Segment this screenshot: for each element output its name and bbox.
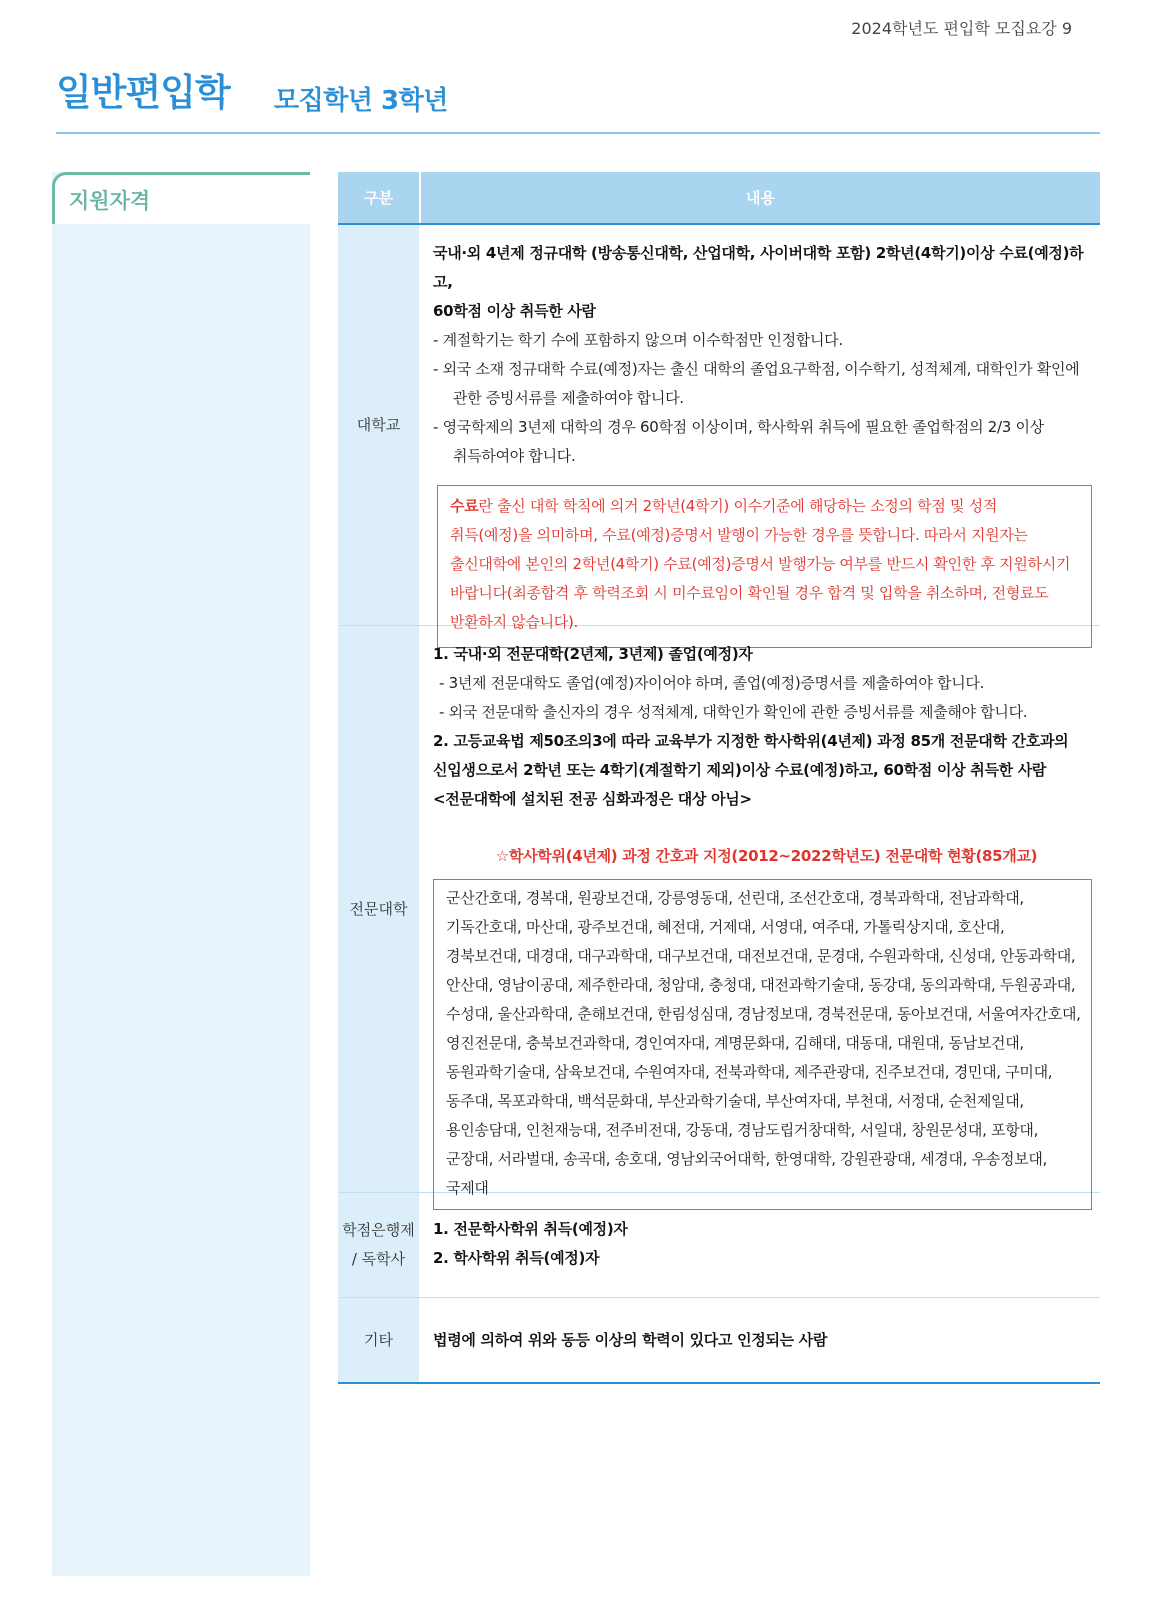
content-cell <box>419 1193 1100 1297</box>
list-item: - 외국 소재 정규대학 수료(예정)자는 출신 대학의 졸업요구학점, 이수학기, 성적체계, 대학인가 확인에 <box>433 360 1080 378</box>
category-label: 기타 <box>364 1330 393 1349</box>
college-list-line: 군산간호대, 경복대, 원광보건대, 강릉영동대, 선린대, 조선간호대, 경북과학대, 전남과학대, <box>446 889 1024 907</box>
category-cell <box>338 225 419 625</box>
requirement-heading: 국내·외 4년제 정규대학 (방송통신대학, 산업대학, 사이버대학 포함) 2학년(4학기)이상 수료(예정)하고, <box>433 244 1084 291</box>
college-list-line: 안산대, 영남이공대, 제주한라대, 청암대, 충청대, 대전과학기술대, 동강대, 동의과학대, 두원공과대, <box>446 976 1076 994</box>
list-item: - 외국 전문대학 출신자의 경우 성적체계, 대학인가 확인에 관한 증빙서류를 제출해야 합니다. <box>439 703 1028 721</box>
note-emphasis: 수료 <box>450 497 479 515</box>
header-category: 구분 <box>364 189 393 207</box>
list-item: 1. 전문학사학위 취득(예정)자 <box>433 1220 628 1238</box>
requirement-heading: 2. 고등교육법 제50조의3에 따라 교육부가 지정한 학사학위(4년제) 과정 85개 전문대학 간호과의 <box>433 732 1069 750</box>
requirement-note: <전문대학에 설치된 전공 심화과정은 대상 아님> <box>433 790 752 808</box>
list-item-cont: 취득하여야 합니다. <box>453 447 576 465</box>
category-cell <box>338 1193 419 1297</box>
requirement-heading-cont: 신입생으로서 2학년 또는 4학기(계절학기 제외)이상 수료(예정)하고, 60학점 이상 취득한 사람 <box>433 761 1047 779</box>
category-label: 대학교 <box>356 415 401 434</box>
college-list-title: ☆학사학위(4년제) 과정 간호과 지정(2012~2022학년도) 전문대학 현황(85개교) <box>495 847 1038 865</box>
category-cell <box>338 626 419 1192</box>
sidebar-column <box>52 172 310 1576</box>
note-line: 취득(예정)을 의미하며, 수료(예정)증명서 발행이 가능한 경우를 뜻합니다. 따라서 지원자는 <box>450 526 1028 544</box>
college-list-box <box>433 879 1092 1210</box>
note-line: 바랍니다(최종합격 후 학력조회 시 미수료임이 확인될 경우 합격 및 입학을 취소하며, 전형료도 <box>450 584 1049 602</box>
college-list-line: 경북보건대, 대경대, 대구과학대, 대구보건대, 대전보건대, 문경대, 수원과학대, 신성대, 안동과학대, <box>446 947 1076 965</box>
requirement-heading-cont: 60학점 이상 취득한 사람 <box>433 302 596 320</box>
note-line: 출신대학에 본인의 2학년(4학기) 수료(예정)증명서 발행가능 여부를 반드시 확인한 후 지원하시기 <box>450 555 1071 573</box>
list-item: 2. 학사학위 취득(예정)자 <box>433 1249 600 1267</box>
college-list-line: 동원과학기술대, 삼육보건대, 수원여자대, 전북과학대, 제주관광대, 진주보건대, 경민대, 구미대, <box>446 1063 1053 1081</box>
note-text: 란 출신 대학 학칙에 의거 2학년(4학기) 이수기준에 해당하는 소정의 학점 및 성적 <box>478 497 998 515</box>
page-title: 일반편입학 <box>56 71 230 114</box>
content-cell <box>419 626 1100 1197</box>
college-list-line: 군장대, 서라벌대, 송곡대, 송호대, 영남외국어대학, 한영대학, 강원관광대, 세경대, 우송정보대, <box>446 1150 1047 1168</box>
table-row-college <box>338 626 1100 1197</box>
content-cell <box>419 225 1100 631</box>
content-cell <box>419 1298 1100 1382</box>
eligibility-table <box>338 172 1100 1384</box>
note-line <box>450 492 1081 521</box>
requirement-heading: 1. 국내·외 전문대학(2년제, 3년제) 졸업(예정)자 <box>433 645 753 663</box>
table-row-other <box>338 1298 1100 1384</box>
page-subtitle: 모집학년 3학년 <box>274 86 448 116</box>
note-box <box>437 485 1092 648</box>
list-item-cont: 관한 증빙서류를 제출하여야 합니다. <box>453 389 684 407</box>
category-cell <box>338 1298 419 1382</box>
sidebar-tab <box>52 172 310 224</box>
college-list-line: 기독간호대, 마산대, 광주보건대, 혜전대, 거제대, 서영대, 여주대, 가톨릭상지대, 호산대, <box>446 918 1005 936</box>
requirement-text: 법령에 의하여 위와 동등 이상의 학력이 있다고 인정되는 사람 <box>433 1331 828 1349</box>
college-list-line: 영진전문대, 충북보건과학대, 경인여자대, 계명문화대, 김해대, 대동대, 대원대, 동남보건대, <box>446 1034 1024 1052</box>
college-list-line: 동주대, 목포과학대, 백석문화대, 부산과학기술대, 부산여자대, 부천대, 서정대, 순천제일대, <box>446 1092 1024 1110</box>
page-reference: 2024학년도 편입학 모집요강 9 <box>851 19 1072 38</box>
list-item: - 계절학기는 학기 수에 포함하지 않으며 이수학점만 인정합니다. <box>433 331 843 349</box>
table-row-university <box>338 225 1100 631</box>
category-label: / 독학사 <box>351 1250 406 1268</box>
table-header <box>338 172 1100 225</box>
category-label: 학점은행제 <box>342 1221 415 1239</box>
title-bar <box>56 58 1100 134</box>
college-list-line: 용인송담대, 인천재능대, 전주비전대, 강동대, 경남도립거창대학, 서일대, 창원문성대, 포항대, <box>446 1121 1039 1139</box>
college-list-line: 국제대 <box>446 1179 489 1197</box>
list-item: - 3년제 전문대학도 졸업(예정)자이어야 하며, 졸업(예정)증명서를 제출하여야 합니다. <box>439 674 985 692</box>
note-line: 반환하지 않습니다). <box>450 613 579 631</box>
sidebar-tab-label: 지원자격 <box>69 189 151 213</box>
table-row-credit-bank <box>338 1193 1100 1298</box>
category-label: 전문대학 <box>349 899 408 918</box>
header-content: 내용 <box>419 172 1100 223</box>
college-list-line: 수성대, 울산과학대, 춘해보건대, 한림성심대, 경남정보대, 경북전문대, 동아보건대, 서울여자간호대, <box>446 1005 1081 1023</box>
list-item: - 영국학제의 3년제 대학의 경우 60학점 이상이며, 학사학위 취득에 필요한 졸업학점의 2/3 이상 <box>433 418 1044 436</box>
